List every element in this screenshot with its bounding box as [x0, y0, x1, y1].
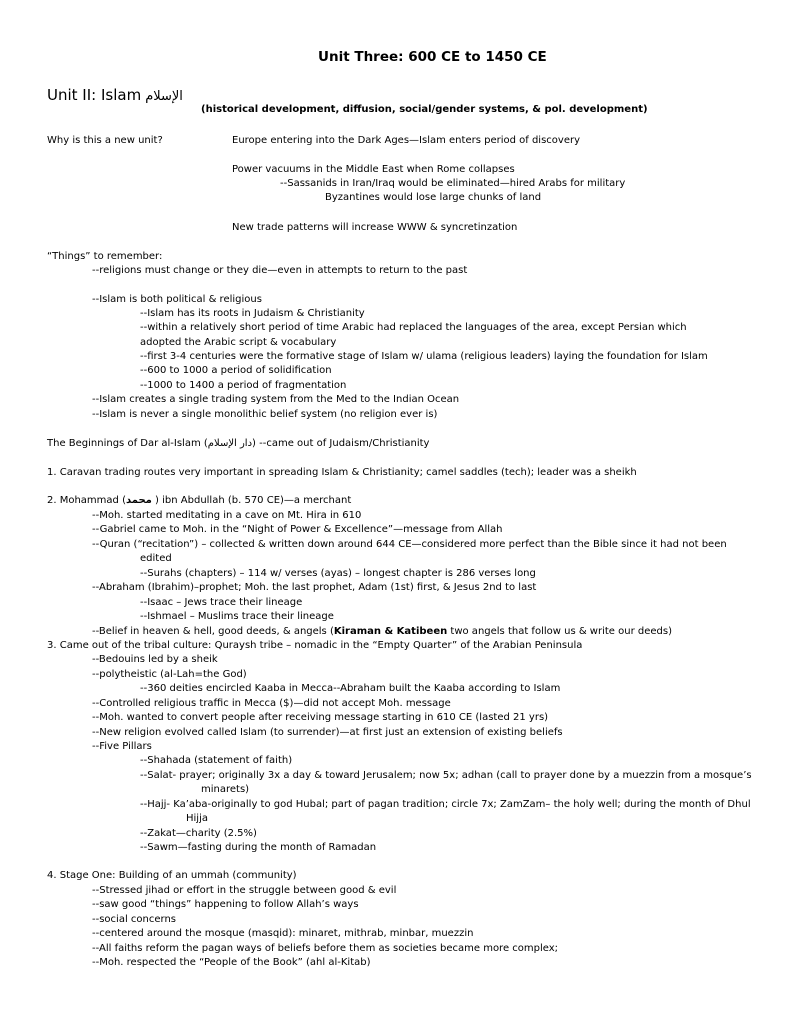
things-line: --Islam creates a single trading system from the Med to the Indian Ocean	[92, 394, 460, 405]
section-2-text: 2. Mohammad (	[47, 495, 126, 506]
things-line: --Islam has its roots in Judaism & Christianity	[140, 308, 365, 319]
section-2-line: --Surahs (chapters) – 114 w/ verses (ayas) – longest chapter is 286 verses long	[140, 568, 536, 579]
beginnings-text: The Beginnings of Dar al-Islam (	[47, 438, 208, 449]
section-4-line: --social concerns	[92, 914, 176, 925]
pillar-item: --Zakat—charity (2.5%)	[140, 828, 257, 839]
things-line: adopted the Arabic script & vocabulary	[140, 337, 337, 348]
section-2-line: --Quran (“recitation”) – collected & written down around 644 CE—considered more perfect than the Bible since it had not been	[92, 539, 727, 550]
section-2-text: --Belief in heaven & hell, good deeds, & angels (	[92, 626, 334, 637]
things-heading: “Things” to remember:	[47, 251, 163, 262]
section-3-line: --polytheistic (al-Lah=the God)	[92, 669, 247, 680]
things-line: --first 3-4 centuries were the formative stage of Islam w/ ulama (religious leaders) laying the foundation for Islam	[140, 351, 708, 362]
section-3-line: --Moh. wanted to convert people after receiving message starting in 610 CE (lasted 21 yrs)	[92, 712, 549, 723]
section-2-line: --Isaac – Jews trace their lineage	[140, 597, 303, 608]
beginnings-heading	[47, 437, 429, 450]
why-answer-4: Byzantines would lose large chunks of land	[325, 192, 542, 203]
section-4-line: --Stressed jihad or effort in the struggle between good & evil	[92, 885, 397, 896]
section-2-line: --Gabriel came to Moh. in the “Night of Power & Excellence”—message from Allah	[92, 524, 503, 535]
section-3-line: --Bedouins led by a sheik	[92, 654, 218, 665]
pillar-item: Hijja	[186, 813, 208, 824]
section-4-line: --All faiths reform the pagan ways of beliefs before them as societies became more complex;	[92, 943, 559, 954]
section-2-text: two angels that follow us & write our deeds)	[447, 626, 672, 637]
why-question: Why is this a new unit?	[47, 135, 163, 146]
section-1: 1. Caravan trading routes very important in spreading Islam & Christianity; camel saddles (tech); leader was a sheikh	[47, 467, 637, 478]
section-3-line: --360 deities encircled Kaaba in Mecca--Abraham built the Kaaba according to Islam	[140, 683, 561, 694]
things-line: --1000 to 1400 a period of fragmentation	[140, 380, 347, 391]
pillar-item: --Salat- prayer; originally 3x a day & toward Jerusalem; now 5x; adhan (call to prayer done by a muezzin from a mosque’s	[140, 770, 752, 781]
pillar-item: --Hajj- Ka’aba-originally to god Hubal; part of pagan tradition; circle 7x; ZamZam– the holy well; during the month of Dhul	[140, 799, 751, 810]
unit-title-arabic: الإسلام	[145, 89, 183, 104]
why-answer-5: New trade patterns will increase WWW & syncretinzation	[232, 222, 518, 233]
pillar-item: minarets)	[201, 784, 250, 795]
section-4-line: --Moh. respected the “People of the Book” (ahl al-Kitab)	[92, 957, 371, 968]
section-3-line: --Five Pillars	[92, 741, 152, 752]
unit-title	[47, 86, 183, 104]
section-2-line: --Ishmael – Muslims trace their lineage	[140, 611, 334, 622]
section-3-line: --Controlled religious traffic in Mecca ($)—did not accept Moh. message	[92, 698, 451, 709]
section-2-line: --Moh. started meditating in a cave on Mt. Hira in 610	[92, 510, 362, 521]
things-line: --religions must change or they die—even in attempts to return to the past	[92, 265, 468, 276]
section-2-line: --Abraham (Ibrahim)–prophet; Moh. the last prophet, Adam (1st) first, & Jesus 2nd to last	[92, 582, 537, 593]
why-answer-1: Europe entering into the Dark Ages—Islam enters period of discovery	[232, 135, 580, 146]
section-4-heading: 4. Stage One: Building of an ummah (community)	[47, 870, 297, 881]
why-answer-2: Power vacuums in the Middle East when Rome collapses	[232, 164, 515, 175]
section-2-text: ) ibn Abdullah (b. 570 CE)—a merchant	[151, 495, 352, 506]
section-4-line: --saw good “things” happening to follow Allah’s ways	[92, 899, 359, 910]
section-2-line	[92, 625, 672, 638]
beginnings-text: ) --came out of Judaism/Christianity	[252, 438, 430, 449]
beginnings-arabic: دار الإسلام	[207, 438, 253, 449]
section-2-arabic: محمد	[125, 495, 152, 506]
things-line: --within a relatively short period of time Arabic had replaced the languages of the area, except Persian which	[140, 322, 687, 333]
unit-subtitle: (historical development, diffusion, social/gender systems, & pol. development)	[201, 104, 648, 115]
section-2-line: edited	[140, 553, 172, 564]
section-4-line: --centered around the mosque (masqid): minaret, mithrab, minbar, muezzin	[92, 928, 474, 939]
things-line: --600 to 1000 a period of solidification	[140, 365, 332, 376]
things-line: --Islam is both political & religious	[92, 294, 262, 305]
why-answer-3: --Sassanids in Iran/Iraq would be eliminated—hired Arabs for military	[280, 178, 626, 189]
section-3-line: --New religion evolved called Islam (to surrender)—at first just an extension of existing beliefs	[92, 727, 563, 738]
things-line: --Islam is never a single monolithic belief system (no religion ever is)	[92, 409, 438, 420]
pillar-item: --Sawm—fasting during the month of Ramadan	[140, 842, 377, 853]
section-2-heading	[47, 494, 351, 507]
page-title: Unit Three: 600 CE to 1450 CE	[318, 49, 547, 65]
unit-title-text: Unit II: Islam	[47, 86, 142, 104]
pillar-item: --Shahada (statement of faith)	[140, 755, 293, 766]
section-3-heading: 3. Came out of the tribal culture: Quraysh tribe – nomadic in the “Empty Quarter” of the Arabian Peninsula	[47, 640, 583, 651]
angels-names: Kiraman & Katibeen	[333, 626, 448, 637]
